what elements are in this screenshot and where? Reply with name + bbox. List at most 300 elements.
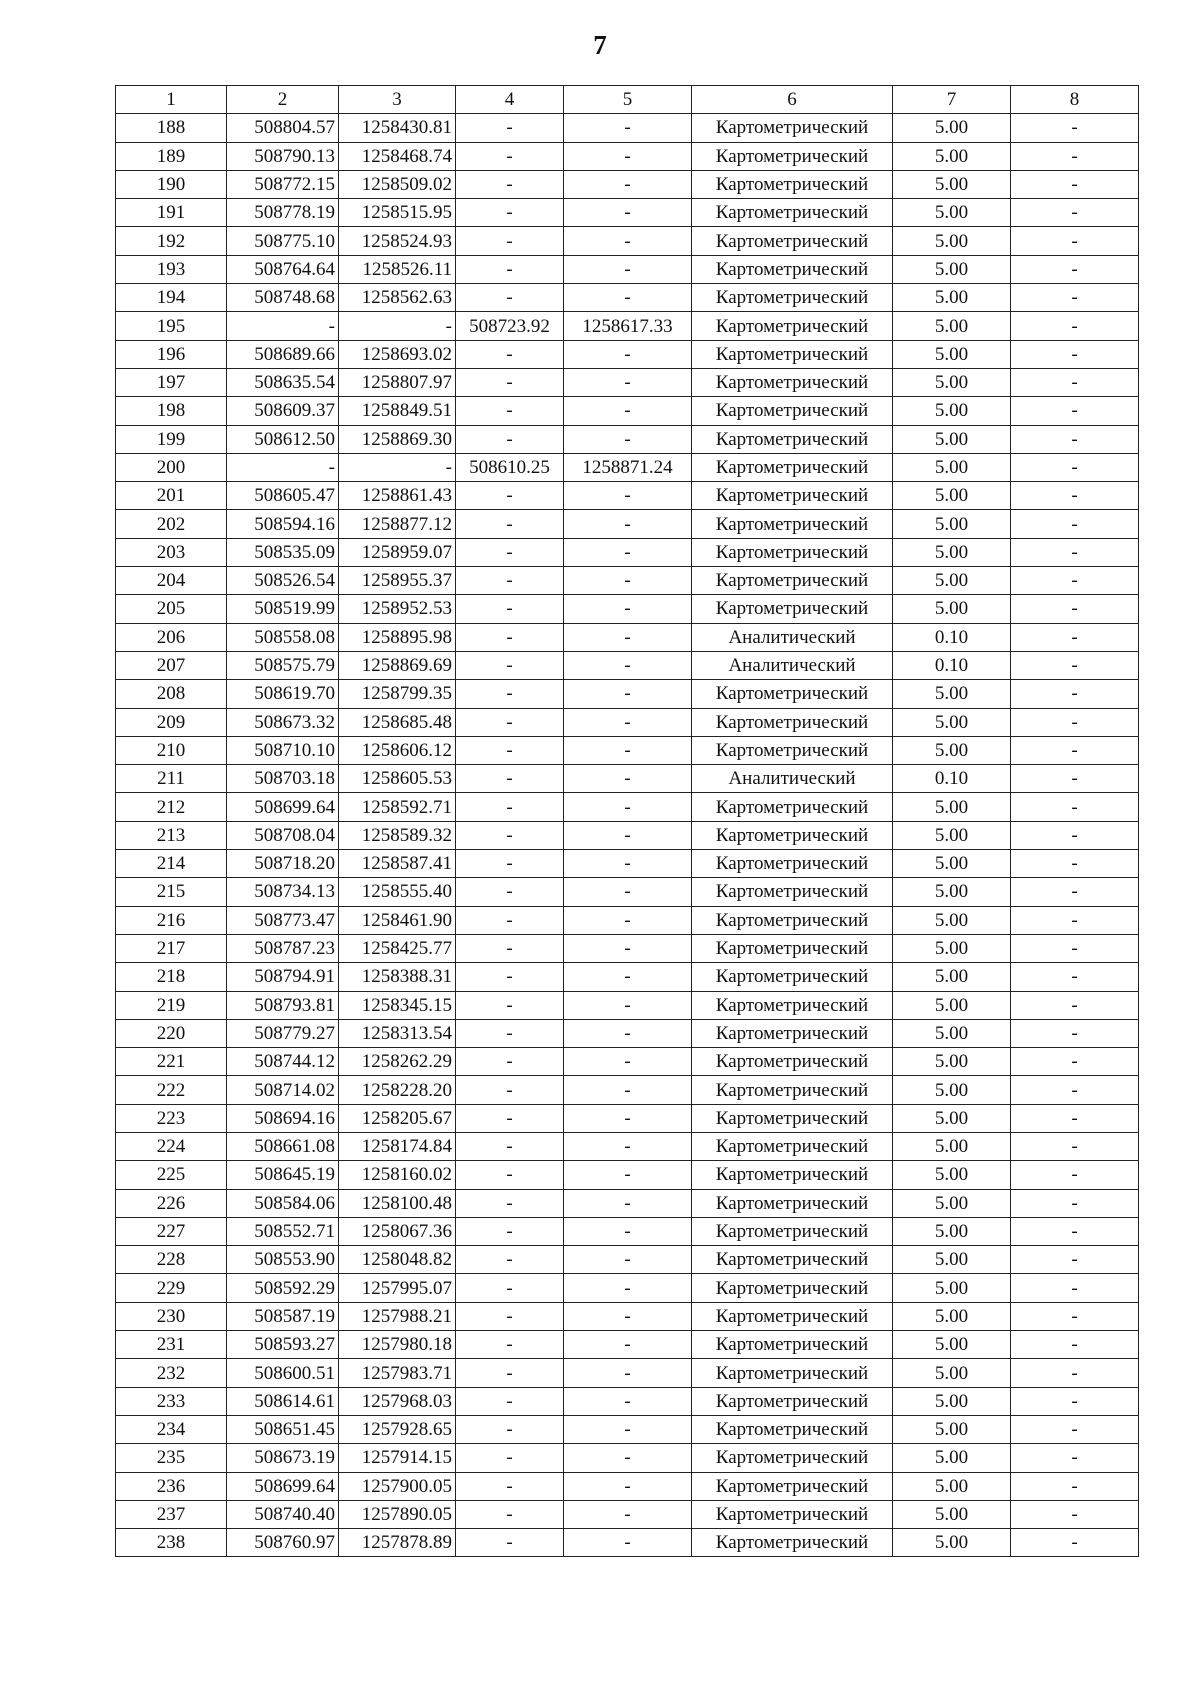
- table-cell-col-4: -: [456, 1444, 564, 1472]
- table-cell-col-3: 1258849.51: [339, 397, 456, 425]
- table-cell-col-1: 212: [116, 793, 227, 821]
- table-cell-col-6: Картометрический: [692, 1132, 893, 1160]
- table-cell-col-1: 198: [116, 397, 227, 425]
- table-cell-col-7: 5.00: [893, 482, 1011, 510]
- table-cell-col-7: 5.00: [893, 284, 1011, 312]
- table-cell-col-8: -: [1011, 1104, 1139, 1132]
- table-cell-col-6: Картометрический: [692, 793, 893, 821]
- table-cell-col-6: Картометрический: [692, 680, 893, 708]
- table-cell-col-6: Картометрический: [692, 906, 893, 934]
- table-cell-col-8: -: [1011, 793, 1139, 821]
- table-cell-col-4: -: [456, 1500, 564, 1528]
- table-cell-col-2: 508661.08: [227, 1132, 339, 1160]
- table-cell-col-3: 1258100.48: [339, 1189, 456, 1217]
- table-cell-col-6: Картометрический: [692, 1161, 893, 1189]
- table-cell-col-1: 223: [116, 1104, 227, 1132]
- table-cell-col-2: 508744.12: [227, 1048, 339, 1076]
- table-cell-col-1: 232: [116, 1359, 227, 1387]
- table-cell-col-8: -: [1011, 878, 1139, 906]
- table-cell-col-4: -: [456, 538, 564, 566]
- table-cell-col-8: -: [1011, 453, 1139, 481]
- table-cell-col-8: -: [1011, 227, 1139, 255]
- table-row: [116, 736, 1139, 764]
- table-cell-col-3: 1257900.05: [339, 1472, 456, 1500]
- table-cell-col-5: -: [564, 1076, 692, 1104]
- table-cell-col-7: 5.00: [893, 850, 1011, 878]
- table-cell-col-3: 1258605.53: [339, 765, 456, 793]
- table-cell-col-3: -: [339, 453, 456, 481]
- table-cell-col-7: 5.00: [893, 1302, 1011, 1330]
- column-header-1: 1: [116, 86, 227, 114]
- table-row: [116, 1104, 1139, 1132]
- table-cell-col-8: -: [1011, 142, 1139, 170]
- table-row: [116, 1189, 1139, 1217]
- table-cell-col-1: 188: [116, 114, 227, 142]
- table-cell-col-6: Картометрический: [692, 114, 893, 142]
- table-cell-col-1: 189: [116, 142, 227, 170]
- table-cell-col-6: Картометрический: [692, 991, 893, 1019]
- table-cell-col-6: Картометрический: [692, 1387, 893, 1415]
- table-cell-col-6: Картометрический: [692, 821, 893, 849]
- table-cell-col-5: -: [564, 1246, 692, 1274]
- table-row: [116, 1444, 1139, 1472]
- table-cell-col-8: -: [1011, 510, 1139, 538]
- table-cell-col-4: -: [456, 736, 564, 764]
- table-cell-col-1: 204: [116, 567, 227, 595]
- table-cell-col-1: 192: [116, 227, 227, 255]
- table-row: [116, 793, 1139, 821]
- table-cell-col-4: -: [456, 567, 564, 595]
- table-cell-col-6: Картометрический: [692, 963, 893, 991]
- table-cell-col-5: -: [564, 651, 692, 679]
- table-cell-col-5: -: [564, 1387, 692, 1415]
- table-cell-col-4: 508610.25: [456, 453, 564, 481]
- table-cell-col-8: -: [1011, 397, 1139, 425]
- table-cell-col-1: 203: [116, 538, 227, 566]
- table-cell-col-5: -: [564, 255, 692, 283]
- table-cell-col-5: -: [564, 765, 692, 793]
- table-cell-col-5: -: [564, 1104, 692, 1132]
- table-cell-col-3: 1258869.30: [339, 425, 456, 453]
- table-cell-col-5: -: [564, 397, 692, 425]
- table-cell-col-8: -: [1011, 680, 1139, 708]
- table-cell-col-5: -: [564, 1132, 692, 1160]
- table-row: [116, 1387, 1139, 1415]
- table-cell-col-5: -: [564, 850, 692, 878]
- table-cell-col-5: -: [564, 1500, 692, 1528]
- table-cell-col-3: 1258952.53: [339, 595, 456, 623]
- column-header-8: 8: [1011, 86, 1139, 114]
- table-row: [116, 340, 1139, 368]
- table-cell-col-3: 1258425.77: [339, 934, 456, 962]
- table-row: [116, 312, 1139, 340]
- table-row: [116, 991, 1139, 1019]
- table-cell-col-5: -: [564, 878, 692, 906]
- table-cell-col-7: 5.00: [893, 255, 1011, 283]
- table-cell-col-5: 1258617.33: [564, 312, 692, 340]
- table-cell-col-5: -: [564, 425, 692, 453]
- table-cell-col-7: 5.00: [893, 595, 1011, 623]
- table-cell-col-6: Картометрический: [692, 567, 893, 595]
- table-cell-col-6: Картометрический: [692, 736, 893, 764]
- table-cell-col-5: -: [564, 538, 692, 566]
- table-cell-col-8: -: [1011, 1415, 1139, 1443]
- table-cell-col-2: 508673.19: [227, 1444, 339, 1472]
- table-cell-col-3: 1258592.71: [339, 793, 456, 821]
- table-cell-col-5: -: [564, 284, 692, 312]
- table-cell-col-6: Картометрический: [692, 397, 893, 425]
- table-cell-col-3: 1257890.05: [339, 1500, 456, 1528]
- table-cell-col-7: 5.00: [893, 538, 1011, 566]
- table-cell-col-2: 508778.19: [227, 199, 339, 227]
- table-row: [116, 1019, 1139, 1047]
- table-row: [116, 934, 1139, 962]
- table-cell-col-2: 508734.13: [227, 878, 339, 906]
- table-cell-col-3: 1258587.41: [339, 850, 456, 878]
- table-cell-col-7: 5.00: [893, 680, 1011, 708]
- column-header-6: 6: [692, 86, 893, 114]
- table-cell-col-2: 508594.16: [227, 510, 339, 538]
- table-cell-col-3: 1258205.67: [339, 1104, 456, 1132]
- table-cell-col-1: 233: [116, 1387, 227, 1415]
- table-cell-col-7: 5.00: [893, 1019, 1011, 1047]
- table-cell-col-1: 210: [116, 736, 227, 764]
- table-cell-col-1: 190: [116, 170, 227, 198]
- table-cell-col-1: 211: [116, 765, 227, 793]
- table-row: [116, 567, 1139, 595]
- table-cell-col-7: 5.00: [893, 1217, 1011, 1245]
- table-row: [116, 1331, 1139, 1359]
- table-cell-col-1: 197: [116, 368, 227, 396]
- table-cell-col-2: 508673.32: [227, 708, 339, 736]
- table-cell-col-7: 5.00: [893, 963, 1011, 991]
- table-cell-col-5: -: [564, 567, 692, 595]
- table-cell-col-3: 1258799.35: [339, 680, 456, 708]
- table-cell-col-7: 5.00: [893, 1331, 1011, 1359]
- table-cell-col-2: 508645.19: [227, 1161, 339, 1189]
- table-cell-col-1: 222: [116, 1076, 227, 1104]
- table-cell-col-3: 1257878.89: [339, 1529, 456, 1557]
- table-cell-col-5: -: [564, 963, 692, 991]
- table-cell-col-2: 508793.81: [227, 991, 339, 1019]
- table-cell-col-7: 5.00: [893, 1415, 1011, 1443]
- table-cell-col-6: Картометрический: [692, 199, 893, 227]
- table-cell-col-6: Картометрический: [692, 425, 893, 453]
- table-cell-col-4: -: [456, 1104, 564, 1132]
- table-cell-col-6: Картометрический: [692, 227, 893, 255]
- table-cell-col-6: Картометрический: [692, 878, 893, 906]
- table-row: [116, 878, 1139, 906]
- table-cell-col-6: Картометрический: [692, 1529, 893, 1557]
- table-cell-col-3: 1257980.18: [339, 1331, 456, 1359]
- table-cell-col-3: 1257928.65: [339, 1415, 456, 1443]
- table-row: [116, 1048, 1139, 1076]
- table-cell-col-7: 5.00: [893, 1387, 1011, 1415]
- table-cell-col-6: Картометрический: [692, 170, 893, 198]
- table-cell-col-7: 5.00: [893, 1359, 1011, 1387]
- table-cell-col-8: -: [1011, 1246, 1139, 1274]
- table-cell-col-1: 218: [116, 963, 227, 991]
- table-cell-col-2: 508552.71: [227, 1217, 339, 1245]
- table-cell-col-8: -: [1011, 906, 1139, 934]
- table-cell-col-5: -: [564, 1529, 692, 1557]
- table-row: [116, 595, 1139, 623]
- table-row: [116, 114, 1139, 142]
- table-cell-col-8: -: [1011, 538, 1139, 566]
- table-cell-col-6: Картометрический: [692, 482, 893, 510]
- table-cell-col-7: 5.00: [893, 736, 1011, 764]
- table-cell-col-2: 508718.20: [227, 850, 339, 878]
- table-cell-col-8: -: [1011, 1161, 1139, 1189]
- table-cell-col-2: 508584.06: [227, 1189, 339, 1217]
- table-cell-col-8: -: [1011, 1529, 1139, 1557]
- table-cell-col-3: 1258606.12: [339, 736, 456, 764]
- table-cell-col-6: Картометрический: [692, 1246, 893, 1274]
- table-cell-col-7: 5.00: [893, 991, 1011, 1019]
- table-row: [116, 482, 1139, 510]
- column-header-7: 7: [893, 86, 1011, 114]
- table-cell-col-3: -: [339, 312, 456, 340]
- table-cell-col-6: Картометрический: [692, 1076, 893, 1104]
- table-cell-col-2: 508612.50: [227, 425, 339, 453]
- table-cell-col-4: -: [456, 114, 564, 142]
- table-cell-col-6: Картометрический: [692, 1048, 893, 1076]
- table-cell-col-5: -: [564, 1161, 692, 1189]
- table-cell-col-8: -: [1011, 821, 1139, 849]
- table-cell-col-6: Картометрический: [692, 1302, 893, 1330]
- table-cell-col-1: 229: [116, 1274, 227, 1302]
- page-number: 7: [593, 30, 607, 60]
- table-cell-col-4: -: [456, 1076, 564, 1104]
- table-cell-col-1: 196: [116, 340, 227, 368]
- table-cell-col-8: -: [1011, 567, 1139, 595]
- table-cell-col-8: -: [1011, 1500, 1139, 1528]
- table-row: [116, 963, 1139, 991]
- table-cell-col-6: Аналитический: [692, 765, 893, 793]
- table-cell-col-1: 193: [116, 255, 227, 283]
- table-cell-col-4: -: [456, 1359, 564, 1387]
- table-cell-col-5: -: [564, 1415, 692, 1443]
- table-cell-col-6: Аналитический: [692, 651, 893, 679]
- table-cell-col-7: 5.00: [893, 1076, 1011, 1104]
- table-cell-col-2: 508760.97: [227, 1529, 339, 1557]
- table-cell-col-2: 508703.18: [227, 765, 339, 793]
- table-cell-col-5: -: [564, 142, 692, 170]
- table-cell-col-3: 1258807.97: [339, 368, 456, 396]
- table-cell-col-5: -: [564, 680, 692, 708]
- table-cell-col-6: Картометрический: [692, 708, 893, 736]
- table-cell-col-3: 1258388.31: [339, 963, 456, 991]
- table-cell-col-2: 508592.29: [227, 1274, 339, 1302]
- table-cell-col-1: 207: [116, 651, 227, 679]
- table-cell-col-2: 508535.09: [227, 538, 339, 566]
- table-cell-col-7: 5.00: [893, 1132, 1011, 1160]
- table-cell-col-4: -: [456, 510, 564, 538]
- table-cell-col-7: 5.00: [893, 906, 1011, 934]
- table-cell-col-5: -: [564, 595, 692, 623]
- table-cell-col-4: -: [456, 906, 564, 934]
- table-cell-col-4: -: [456, 368, 564, 396]
- table-cell-col-6: Картометрический: [692, 142, 893, 170]
- table-cell-col-8: -: [1011, 623, 1139, 651]
- table-cell-col-3: 1258313.54: [339, 1019, 456, 1047]
- table-cell-col-7: 5.00: [893, 227, 1011, 255]
- table-cell-col-1: 206: [116, 623, 227, 651]
- table-cell-col-7: 5.00: [893, 114, 1011, 142]
- table-cell-col-2: 508587.19: [227, 1302, 339, 1330]
- table-cell-col-2: 508764.64: [227, 255, 339, 283]
- table-cell-col-8: -: [1011, 1472, 1139, 1500]
- table-cell-col-4: -: [456, 1217, 564, 1245]
- table-cell-col-2: 508689.66: [227, 340, 339, 368]
- table-cell-col-5: -: [564, 934, 692, 962]
- table-cell-col-8: -: [1011, 1019, 1139, 1047]
- table-cell-col-5: -: [564, 227, 692, 255]
- table-cell-col-2: 508619.70: [227, 680, 339, 708]
- table-cell-col-1: 213: [116, 821, 227, 849]
- table-cell-col-8: -: [1011, 850, 1139, 878]
- table-cell-col-5: -: [564, 1019, 692, 1047]
- table-cell-col-1: 199: [116, 425, 227, 453]
- table-cell-col-3: 1258869.69: [339, 651, 456, 679]
- table-cell-col-6: Картометрический: [692, 850, 893, 878]
- table-cell-col-3: 1258160.02: [339, 1161, 456, 1189]
- table-cell-col-4: -: [456, 821, 564, 849]
- table-cell-col-4: -: [456, 1387, 564, 1415]
- table-cell-col-5: -: [564, 1472, 692, 1500]
- table-cell-col-7: 0.10: [893, 765, 1011, 793]
- table-cell-col-1: 231: [116, 1331, 227, 1359]
- table-row: [116, 850, 1139, 878]
- table-cell-col-7: 5.00: [893, 1500, 1011, 1528]
- table-cell-col-7: 5.00: [893, 1161, 1011, 1189]
- table-body: [116, 86, 1139, 1557]
- table-cell-col-8: -: [1011, 114, 1139, 142]
- table-cell-col-1: 225: [116, 1161, 227, 1189]
- table-cell-col-4: -: [456, 227, 564, 255]
- table-cell-col-7: 5.00: [893, 1444, 1011, 1472]
- table-row: [116, 623, 1139, 651]
- table-cell-col-3: 1258524.93: [339, 227, 456, 255]
- table-cell-col-8: -: [1011, 340, 1139, 368]
- table-row: [116, 821, 1139, 849]
- table-cell-col-1: 236: [116, 1472, 227, 1500]
- table-cell-col-8: -: [1011, 170, 1139, 198]
- table-cell-col-7: 5.00: [893, 1104, 1011, 1132]
- table-cell-col-7: 5.00: [893, 567, 1011, 595]
- table-row: [116, 1246, 1139, 1274]
- table-cell-col-5: -: [564, 991, 692, 1019]
- table-cell-col-3: 1258562.63: [339, 284, 456, 312]
- table-cell-col-2: 508558.08: [227, 623, 339, 651]
- table-row: [116, 538, 1139, 566]
- table-row: [116, 1472, 1139, 1500]
- table-cell-col-2: -: [227, 453, 339, 481]
- table-cell-col-2: 508779.27: [227, 1019, 339, 1047]
- table-cell-col-4: -: [456, 1331, 564, 1359]
- table-cell-col-4: -: [456, 934, 564, 962]
- table-row: [116, 1359, 1139, 1387]
- table-cell-col-4: -: [456, 255, 564, 283]
- table-cell-col-8: -: [1011, 284, 1139, 312]
- table-cell-col-3: 1258555.40: [339, 878, 456, 906]
- table-cell-col-3: 1257983.71: [339, 1359, 456, 1387]
- table-row: [116, 510, 1139, 538]
- table-cell-col-1: 216: [116, 906, 227, 934]
- table-cell-col-2: 508740.40: [227, 1500, 339, 1528]
- table-cell-col-2: 508526.54: [227, 567, 339, 595]
- table-cell-col-4: -: [456, 199, 564, 227]
- table-row: [116, 170, 1139, 198]
- table-cell-col-7: 5.00: [893, 199, 1011, 227]
- table-cell-col-8: -: [1011, 1076, 1139, 1104]
- table-cell-col-2: 508593.27: [227, 1331, 339, 1359]
- table-cell-col-2: 508635.54: [227, 368, 339, 396]
- table-cell-col-7: 5.00: [893, 821, 1011, 849]
- table-cell-col-2: 508614.61: [227, 1387, 339, 1415]
- table-cell-col-1: 200: [116, 453, 227, 481]
- table-cell-col-8: -: [1011, 736, 1139, 764]
- table-cell-col-1: 221: [116, 1048, 227, 1076]
- table-cell-col-6: Картометрический: [692, 255, 893, 283]
- table-cell-col-5: -: [564, 1331, 692, 1359]
- table-cell-col-7: 5.00: [893, 1472, 1011, 1500]
- table-row: [116, 765, 1139, 793]
- table-cell-col-1: 194: [116, 284, 227, 312]
- table-cell-col-3: 1258461.90: [339, 906, 456, 934]
- table-cell-col-5: -: [564, 708, 692, 736]
- table-cell-col-7: 5.00: [893, 793, 1011, 821]
- table-cell-col-1: 220: [116, 1019, 227, 1047]
- table-cell-col-8: -: [1011, 1331, 1139, 1359]
- table-cell-col-6: Картометрический: [692, 1415, 893, 1443]
- table-cell-col-5: -: [564, 1048, 692, 1076]
- table-cell-col-4: -: [456, 1189, 564, 1217]
- table-cell-col-2: 508694.16: [227, 1104, 339, 1132]
- table-cell-col-3: 1258228.20: [339, 1076, 456, 1104]
- table-cell-col-4: -: [456, 765, 564, 793]
- table-cell-col-1: 235: [116, 1444, 227, 1472]
- table-cell-col-6: Картометрический: [692, 284, 893, 312]
- table-cell-col-2: 508699.64: [227, 793, 339, 821]
- table-cell-col-4: -: [456, 142, 564, 170]
- table-cell-col-3: 1258262.29: [339, 1048, 456, 1076]
- table-cell-col-5: -: [564, 1359, 692, 1387]
- table-cell-col-3: 1257988.21: [339, 1302, 456, 1330]
- table-cell-col-7: 5.00: [893, 708, 1011, 736]
- table-cell-col-2: 508708.04: [227, 821, 339, 849]
- table-cell-col-1: 226: [116, 1189, 227, 1217]
- table-cell-col-3: 1258174.84: [339, 1132, 456, 1160]
- table-row: [116, 1302, 1139, 1330]
- table-row: [116, 142, 1139, 170]
- table-cell-col-5: -: [564, 482, 692, 510]
- table-cell-col-1: 234: [116, 1415, 227, 1443]
- table-cell-col-5: -: [564, 821, 692, 849]
- table-cell-col-8: -: [1011, 1217, 1139, 1245]
- table-cell-col-8: -: [1011, 1302, 1139, 1330]
- table-cell-col-8: -: [1011, 1189, 1139, 1217]
- table-cell-col-8: -: [1011, 934, 1139, 962]
- table-cell-col-6: Картометрический: [692, 1189, 893, 1217]
- table-cell-col-2: 508714.02: [227, 1076, 339, 1104]
- table-row: [116, 1161, 1139, 1189]
- table-cell-col-6: Картометрический: [692, 312, 893, 340]
- table-row: [116, 453, 1139, 481]
- table-cell-col-4: -: [456, 1048, 564, 1076]
- table-cell-col-2: 508575.79: [227, 651, 339, 679]
- table-cell-col-4: -: [456, 1302, 564, 1330]
